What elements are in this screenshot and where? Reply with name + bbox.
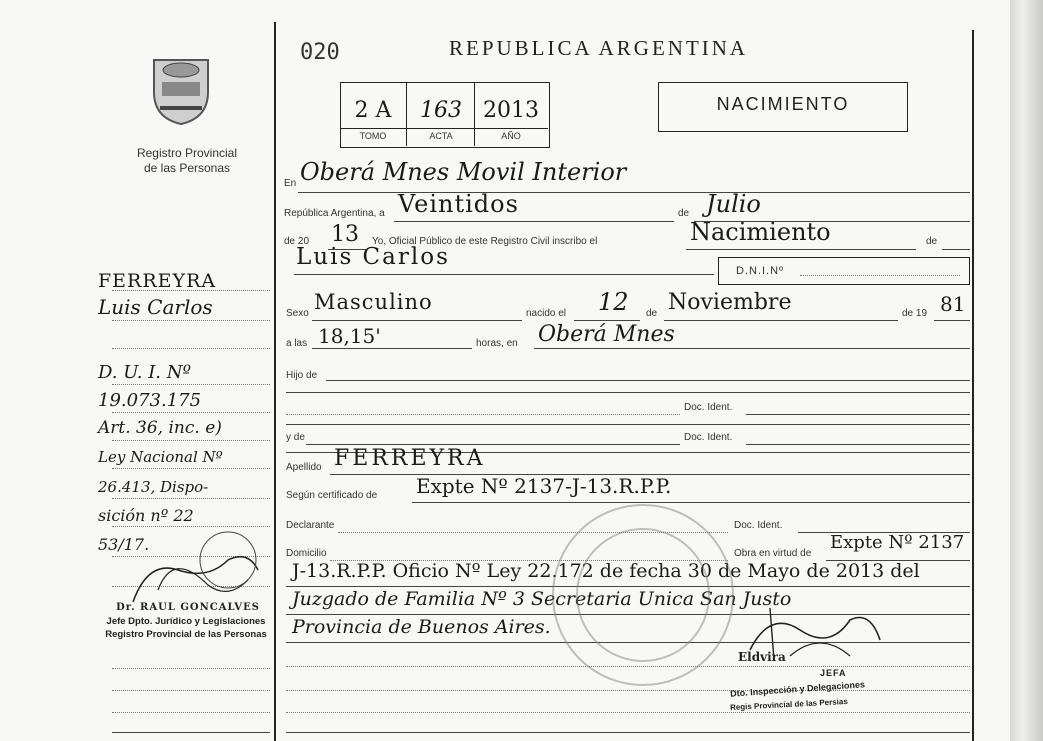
right-rule: [972, 30, 974, 741]
label-hijo: Hijo de: [286, 370, 318, 381]
label-declarante: Declarante: [286, 520, 335, 531]
label-de-nac: de: [646, 308, 658, 319]
entry-nac-dia: 12: [598, 288, 629, 316]
certificate-number: 020: [300, 40, 340, 65]
label-segun: Según certificado de: [286, 490, 378, 501]
entry-dia: Veintidos: [398, 190, 519, 218]
entry-nac-mes: Noviembre: [668, 290, 792, 315]
signer-name: Dr. RAUL GONCALVES: [116, 602, 260, 613]
sidebar-note: Ley Nacional Nº: [98, 448, 223, 466]
entry-hora: 18,15': [318, 324, 381, 348]
entry-nac-anio: 81: [940, 292, 966, 316]
label-de-mes: de: [678, 208, 690, 219]
label-doc3: Doc. Ident.: [734, 520, 783, 531]
acta-value: 163: [420, 98, 462, 123]
sidebar-note: sición nº 22: [98, 506, 194, 525]
label-republica: República Argentina, a: [284, 208, 385, 219]
stamp-title: JEFA: [820, 668, 847, 678]
label-doc1: Doc. Ident.: [684, 402, 733, 413]
anio-label: AÑO: [501, 131, 521, 141]
label-obra: Obra en virtud de: [734, 548, 812, 559]
label-alas: a las: [286, 338, 308, 349]
label-yo: Yo, Oficial Público de este Registro Civil inscribo el: [372, 236, 598, 247]
stamp-line2: Regis Provincial de las Persias: [729, 696, 848, 713]
label-doc2: Doc. Ident.: [684, 432, 733, 443]
stamp-line1: Dto. Inspección y Delegaciones: [729, 679, 866, 699]
sidebar-note: 53/17.: [98, 535, 150, 554]
label-dni: D.N.I.Nº: [736, 265, 785, 277]
tomo-value: 2 A: [354, 98, 392, 123]
anio-value: 2013: [483, 98, 539, 123]
label-sexo: Sexo: [286, 308, 309, 319]
observation-line: Provincia de Buenos Aires.: [292, 616, 551, 638]
country-title: REPUBLICA ARGENTINA: [449, 36, 749, 60]
label-de-end: de: [926, 236, 938, 247]
acta-label: ACTA: [429, 131, 453, 141]
label-de-year: de 19: [902, 308, 928, 319]
sidebar-note: 26.413, Dispo-: [98, 478, 209, 496]
label-yde: y de: [286, 432, 305, 443]
label-horas: horas, en: [476, 338, 518, 349]
signer-title: Jefe Dpto. Jurídico y Legislaciones: [106, 616, 266, 627]
sidebar-note: D. U. I. Nº: [98, 362, 191, 383]
label-de-20: de 20: [284, 236, 310, 247]
observation-line: J-13.R.P.P. Oficio Nº Ley 22.172 de fecha 30 de Mayo de 2013 del: [292, 560, 920, 582]
label-apellido: Apellido: [286, 462, 322, 473]
entry-lugar: Oberá Mnes Movil Interior: [300, 158, 627, 186]
certificate-type: NACIMIENTO: [716, 94, 850, 114]
org-name-line1: Registro Provincial: [136, 146, 238, 160]
entry-mes: Julio: [706, 190, 761, 218]
tomo-label: TOMO: [359, 131, 387, 141]
entry-nombre: Luis Carlos: [296, 244, 450, 270]
signer-org: Registro Provincial de las Personas: [105, 629, 267, 640]
sidebar-note: FERREYRA: [98, 270, 217, 292]
entry-sexo: Masculino: [314, 290, 433, 314]
org-name-line2: de las Personas: [143, 161, 231, 175]
provincial-seal-icon: [148, 52, 214, 126]
entry-anio: 13: [331, 222, 359, 247]
entry-tipo: Nacimiento: [690, 218, 831, 246]
entry-certificado: Expte Nº 2137-J-13.R.P.P.: [416, 474, 672, 498]
sidebar-note: Luis Carlos: [98, 295, 213, 319]
entry-ciudad: Oberá Mnes: [538, 322, 675, 347]
observation-line: Juzgado de Familia Nº 3 Secretaria Unica San Justo: [292, 588, 792, 610]
label-domicilio: Domicilio: [286, 548, 327, 559]
sidebar-note: Art. 36, inc. e): [98, 418, 222, 438]
sidebar-note: 19.073.175: [98, 390, 202, 411]
entry-apellido: FERREYRA: [334, 446, 486, 471]
label-en: En: [284, 178, 297, 189]
entry-virtud: Expte Nº 2137: [830, 532, 965, 553]
stamp-signer: Eldvira: [738, 650, 786, 664]
book-binding: [1010, 0, 1043, 741]
label-nacido: nacido el: [526, 308, 567, 319]
